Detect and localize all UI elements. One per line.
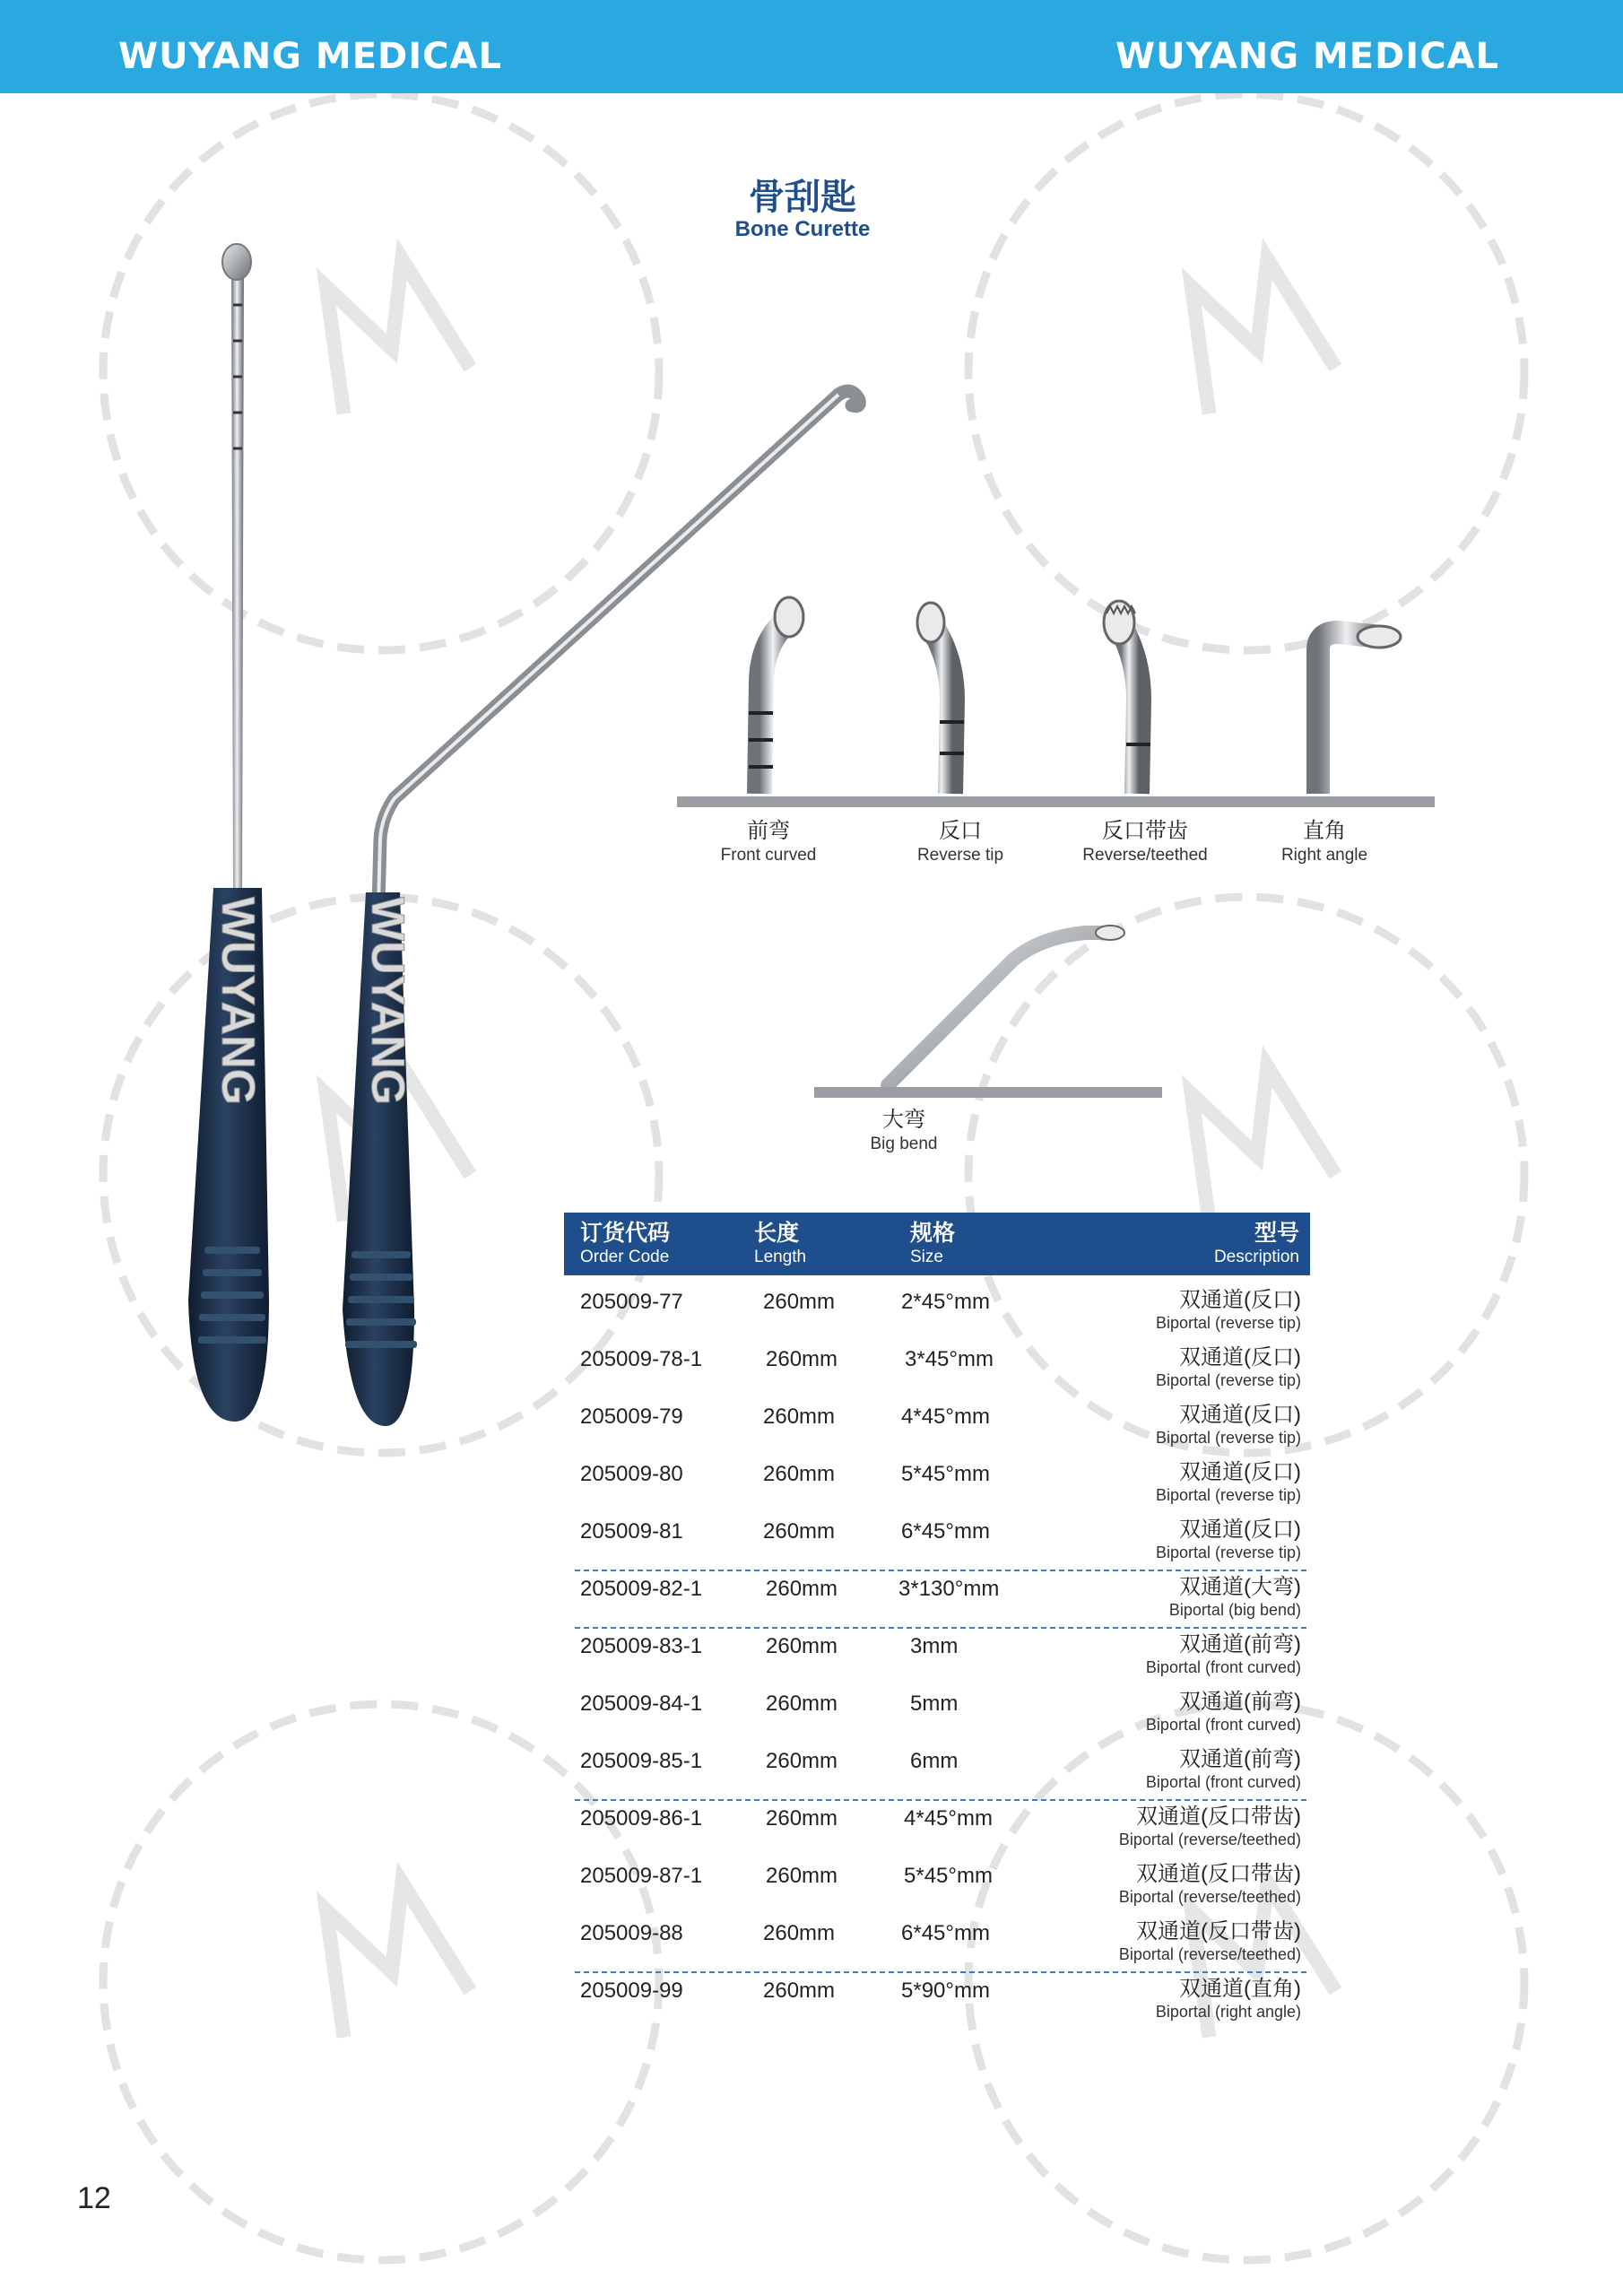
tip-shaft bbox=[1318, 632, 1381, 794]
table-row bbox=[564, 1283, 1310, 1340]
cell-size: 6mm bbox=[910, 1749, 959, 1773]
cell-desc-en: Biportal (reverse tip) bbox=[1155, 1486, 1301, 1504]
tip-cup bbox=[1358, 626, 1401, 648]
variant-label-zh: 反口带齿 bbox=[1102, 819, 1188, 843]
cell-size: 3*130°mm bbox=[898, 1577, 1000, 1601]
tip-reverse-teethed bbox=[1104, 601, 1150, 794]
product-title-en: Bone Curette bbox=[734, 217, 871, 241]
cell-desc-en: Biportal (big bend) bbox=[1168, 1601, 1301, 1619]
cell-desc-en: Biportal (reverse tip) bbox=[1155, 1429, 1301, 1447]
cell-order-code: 205009-77 bbox=[580, 1290, 683, 1314]
cell-desc-zh: 双通道(反口带齿) bbox=[1136, 1862, 1301, 1886]
cell-desc-zh: 双通道(反口) bbox=[1179, 1460, 1301, 1484]
variant-label-big-bend bbox=[787, 1107, 1020, 1155]
brand-left: WUYANG MEDICAL bbox=[118, 36, 502, 77]
variant-label-en: Reverse/teethed bbox=[1082, 846, 1208, 865]
variant-label-zh: 前弯 bbox=[747, 819, 790, 843]
table-row bbox=[564, 1742, 1310, 1799]
table-row bbox=[564, 1340, 1310, 1397]
cell-desc-en: Biportal (right angle) bbox=[1155, 2003, 1301, 2021]
handle-brand-text: WUYANG bbox=[212, 897, 264, 1106]
tip-cup bbox=[1104, 601, 1134, 644]
cell-size: 3mm bbox=[910, 1634, 959, 1658]
cell-desc-zh: 双通道(反口) bbox=[1179, 1345, 1301, 1370]
table-row bbox=[564, 1684, 1310, 1742]
cell-length: 260mm bbox=[766, 1347, 838, 1371]
tip-front-curved bbox=[749, 597, 803, 794]
variant-label-en: Right angle bbox=[1280, 846, 1368, 865]
tip-shaft bbox=[888, 933, 1116, 1085]
cell-size: 5*45°mm bbox=[904, 1864, 993, 1888]
cell-length: 260mm bbox=[766, 1806, 838, 1831]
cell-length: 260mm bbox=[766, 1692, 838, 1716]
cell-desc-zh: 双通道(前弯) bbox=[1179, 1747, 1301, 1771]
cell-length: 260mm bbox=[763, 1405, 836, 1429]
tip-shaft bbox=[1121, 628, 1139, 794]
cell-desc-en: Biportal (front curved) bbox=[1145, 1716, 1301, 1734]
brand-right: WUYANG MEDICAL bbox=[1115, 36, 1499, 77]
cell-desc-en: Biportal (front curved) bbox=[1145, 1658, 1301, 1676]
handle-brand-text: WUYANG bbox=[361, 897, 413, 1106]
curette-shaft bbox=[231, 251, 244, 897]
cell-order-code: 205009-88 bbox=[580, 1921, 683, 1945]
cell-order-code: 205009-83-1 bbox=[580, 1634, 703, 1658]
variant-label-zh: 反口 bbox=[939, 819, 982, 843]
cell-order-code: 205009-85-1 bbox=[580, 1749, 703, 1773]
cell-size: 6*45°mm bbox=[901, 1921, 990, 1945]
cell-desc-zh: 双通道(大弯) bbox=[1179, 1575, 1301, 1599]
cell-length: 260mm bbox=[766, 1577, 838, 1601]
cell-desc-zh: 双通道(反口带齿) bbox=[1136, 1805, 1301, 1829]
product-title-zh: 骨刮匙 bbox=[749, 178, 856, 217]
cell-desc-en: Biportal (reverse/teethed) bbox=[1118, 1945, 1301, 1963]
cell-desc-zh: 双通道(反口带齿) bbox=[1136, 1919, 1301, 1944]
tip-cup bbox=[1096, 926, 1124, 940]
variant-label-en: Front curved bbox=[720, 846, 817, 865]
tip-big-bend bbox=[888, 926, 1124, 1085]
table-row bbox=[564, 1570, 1310, 1627]
cell-order-code: 205009-82-1 bbox=[580, 1577, 703, 1601]
cell-size: 3*45°mm bbox=[905, 1347, 994, 1371]
variant-label-zh: 直角 bbox=[1303, 819, 1346, 843]
cell-length: 260mm bbox=[763, 1519, 836, 1544]
variant-label-en: Big bend bbox=[870, 1135, 938, 1153]
cell-desc-en: Biportal (reverse tip) bbox=[1155, 1544, 1301, 1561]
table-row bbox=[564, 1512, 1310, 1570]
cell-desc-en: Biportal (reverse/teethed) bbox=[1118, 1888, 1301, 1906]
cell-size: 4*45°mm bbox=[901, 1405, 990, 1429]
cell-order-code: 205009-78-1 bbox=[580, 1347, 703, 1371]
variant-label-right-angle bbox=[1208, 818, 1441, 866]
header-order-code: 订货代码 Order Code bbox=[580, 1221, 671, 1266]
cell-size: 5*90°mm bbox=[901, 1979, 990, 2003]
cell-order-code: 205009-86-1 bbox=[580, 1806, 703, 1831]
cell-order-code: 205009-81 bbox=[580, 1519, 683, 1544]
cell-length: 260mm bbox=[766, 1864, 838, 1888]
cell-desc-zh: 双通道(直角) bbox=[1179, 1977, 1301, 2001]
cell-desc-en: Biportal (front curved) bbox=[1145, 1773, 1301, 1791]
table-row bbox=[564, 1857, 1310, 1914]
cell-length: 260mm bbox=[763, 1979, 836, 2003]
tip-right-angle bbox=[1318, 626, 1401, 794]
table-row bbox=[564, 1397, 1310, 1455]
cell-size: 5mm bbox=[910, 1692, 959, 1716]
cell-length: 260mm bbox=[763, 1921, 836, 1945]
cell-length: 260mm bbox=[763, 1290, 836, 1314]
table-row bbox=[564, 1799, 1310, 1857]
variant-label-en: Reverse tip bbox=[916, 846, 1004, 865]
cell-order-code: 205009-79 bbox=[580, 1405, 683, 1429]
cell-size: 6*45°mm bbox=[901, 1519, 990, 1544]
tip-shaft bbox=[933, 628, 952, 794]
cell-order-code: 205009-80 bbox=[580, 1462, 683, 1486]
cell-desc-zh: 双通道(反口) bbox=[1179, 1403, 1301, 1427]
table-row bbox=[564, 1455, 1310, 1512]
header-size: 规格 Size bbox=[910, 1221, 956, 1266]
big-bend-baseline bbox=[814, 1087, 1162, 1098]
cell-desc-en: Biportal (reverse tip) bbox=[1155, 1314, 1301, 1332]
cell-size: 2*45°mm bbox=[901, 1290, 990, 1314]
table-row bbox=[564, 1627, 1310, 1684]
header-length: 长度 Length bbox=[754, 1221, 807, 1266]
table-row bbox=[564, 1914, 1310, 1971]
variant-label-zh: 大弯 bbox=[882, 1108, 925, 1132]
cell-desc-en: Biportal (reverse/teethed) bbox=[1118, 1831, 1301, 1848]
cell-order-code: 205009-87-1 bbox=[580, 1864, 703, 1888]
curette-tip bbox=[222, 244, 251, 280]
spec-table-header bbox=[564, 1213, 1310, 1275]
header-description: 型号 Description bbox=[1213, 1221, 1299, 1266]
tip-reverse bbox=[917, 603, 964, 794]
cell-desc-zh: 双通道(前弯) bbox=[1179, 1690, 1301, 1714]
cell-desc-zh: 双通道(反口) bbox=[1179, 1288, 1301, 1312]
straight-curette bbox=[188, 244, 269, 1422]
variants-baseline bbox=[677, 796, 1435, 807]
cell-length: 260mm bbox=[763, 1462, 836, 1486]
cell-length: 260mm bbox=[766, 1634, 838, 1658]
table-row bbox=[564, 1971, 1310, 2029]
cell-size: 5*45°mm bbox=[901, 1462, 990, 1486]
cell-order-code: 205009-84-1 bbox=[580, 1692, 703, 1716]
cell-length: 260mm bbox=[766, 1749, 838, 1773]
cell-size: 4*45°mm bbox=[904, 1806, 993, 1831]
tip-cup bbox=[775, 597, 803, 637]
cell-order-code: 205009-99 bbox=[580, 1979, 683, 2003]
cell-desc-zh: 双通道(前弯) bbox=[1179, 1632, 1301, 1657]
cell-desc-en: Biportal (reverse tip) bbox=[1155, 1371, 1301, 1389]
tip-cup bbox=[917, 603, 944, 642]
page-number: 12 bbox=[77, 2181, 111, 2215]
cell-desc-zh: 双通道(反口) bbox=[1179, 1518, 1301, 1542]
